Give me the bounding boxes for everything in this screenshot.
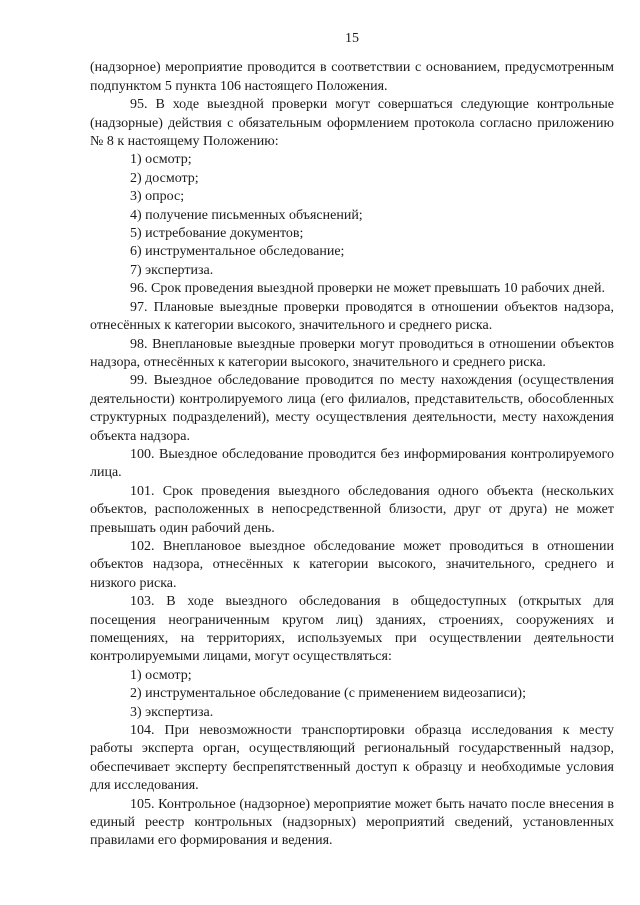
- list-item: 5) истребование документов;: [130, 226, 304, 242]
- list-item: 3) опрос;: [130, 189, 185, 205]
- list-item: 6) инструментальное обследование;: [130, 244, 345, 260]
- paragraph-100: 100. Выездное обследование проводится без информирования контролируемого лица.: [90, 446, 614, 481]
- paragraph-104: 104. При невозможности транспортировки образца исследования к месту работы эксперта орган, осуществляющий региональный государственный надзор, обеспечивает эксперту беспрепятственный доступ к образцу и необходимые условия для исследования.: [90, 723, 614, 794]
- paragraph-102: 102. Внеплановое выездное обследование может проводиться в отношении объектов надзора, отнесённых к категории высокого, значительного, среднего и низкого риска.: [90, 538, 614, 591]
- list-item: 2) инструментальное обследование (с применением видеозаписи);: [130, 686, 526, 702]
- paragraph-continuation: (надзорное) мероприятие проводится в соответствии с основанием, предусмотренным подпунктом 5 пункта 106 настоящего Положения.: [90, 60, 614, 94]
- list-item: 3) экспертиза.: [130, 704, 214, 720]
- paragraph-103: 103. В ходе выездного обследования в общедоступных (открытых для посещения неограниченным кругом лиц) зданиях, строениях, сооружениях и помещениях, на территориях, используемых при осуществлении деятельности контролируемыми лицами, могут осуществляться:: [90, 594, 614, 665]
- paragraph-95: 95. В ходе выездной проверки могут совершаться следующие контрольные (надзорные) действия с обязательным оформлением протокола согласно приложению № 8 к настоящему Положению:: [90, 97, 614, 150]
- paragraph-101: 101. Срок проведения выездного обследования одного объекта (нескольких объектов, расположенных в непосредственной близости, друг от друга) не может превышать один рабочий день.: [90, 483, 614, 536]
- list-item: 2) досмотр;: [130, 170, 199, 186]
- list-item: 7) экспертиза.: [130, 262, 214, 278]
- paragraph-98: 98. Внеплановые выездные проверки могут проводиться в отношении объектов надзора, отнесённых к категории высокого, значительного и среднего риска.: [90, 336, 614, 370]
- list-item: 4) получение письменных объяснений;: [130, 207, 363, 223]
- paragraph-99: 99. Выездное обследование проводится по месту нахождения (осуществления деятельности) контролируемого лица (его филиалов, представительств, обособленных структурных подразделений), месту осуществления деятельности, месту нахождения объекта надзора.: [90, 373, 614, 444]
- list-item: 1) осмотр;: [130, 152, 192, 168]
- paragraph-97: 97. Плановые выездные проверки проводятся в отношении объектов надзора, отнесённых к категории высокого, значительного и среднего риска.: [90, 299, 614, 334]
- paragraph-96: 96. Срок проведения выездной проверки не может превышать 10 рабочих дней.: [130, 281, 605, 297]
- page-number: 15: [345, 31, 359, 46]
- list-item: 1) осмотр;: [130, 667, 192, 683]
- paragraph-105: 105. Контрольное (надзорное) мероприятие может быть начато после внесения в единый реестр контрольных (надзорных) мероприятий сведений, установленных правилами его формирования и ведения.: [90, 796, 614, 849]
- document-page: [90, 30, 614, 851]
